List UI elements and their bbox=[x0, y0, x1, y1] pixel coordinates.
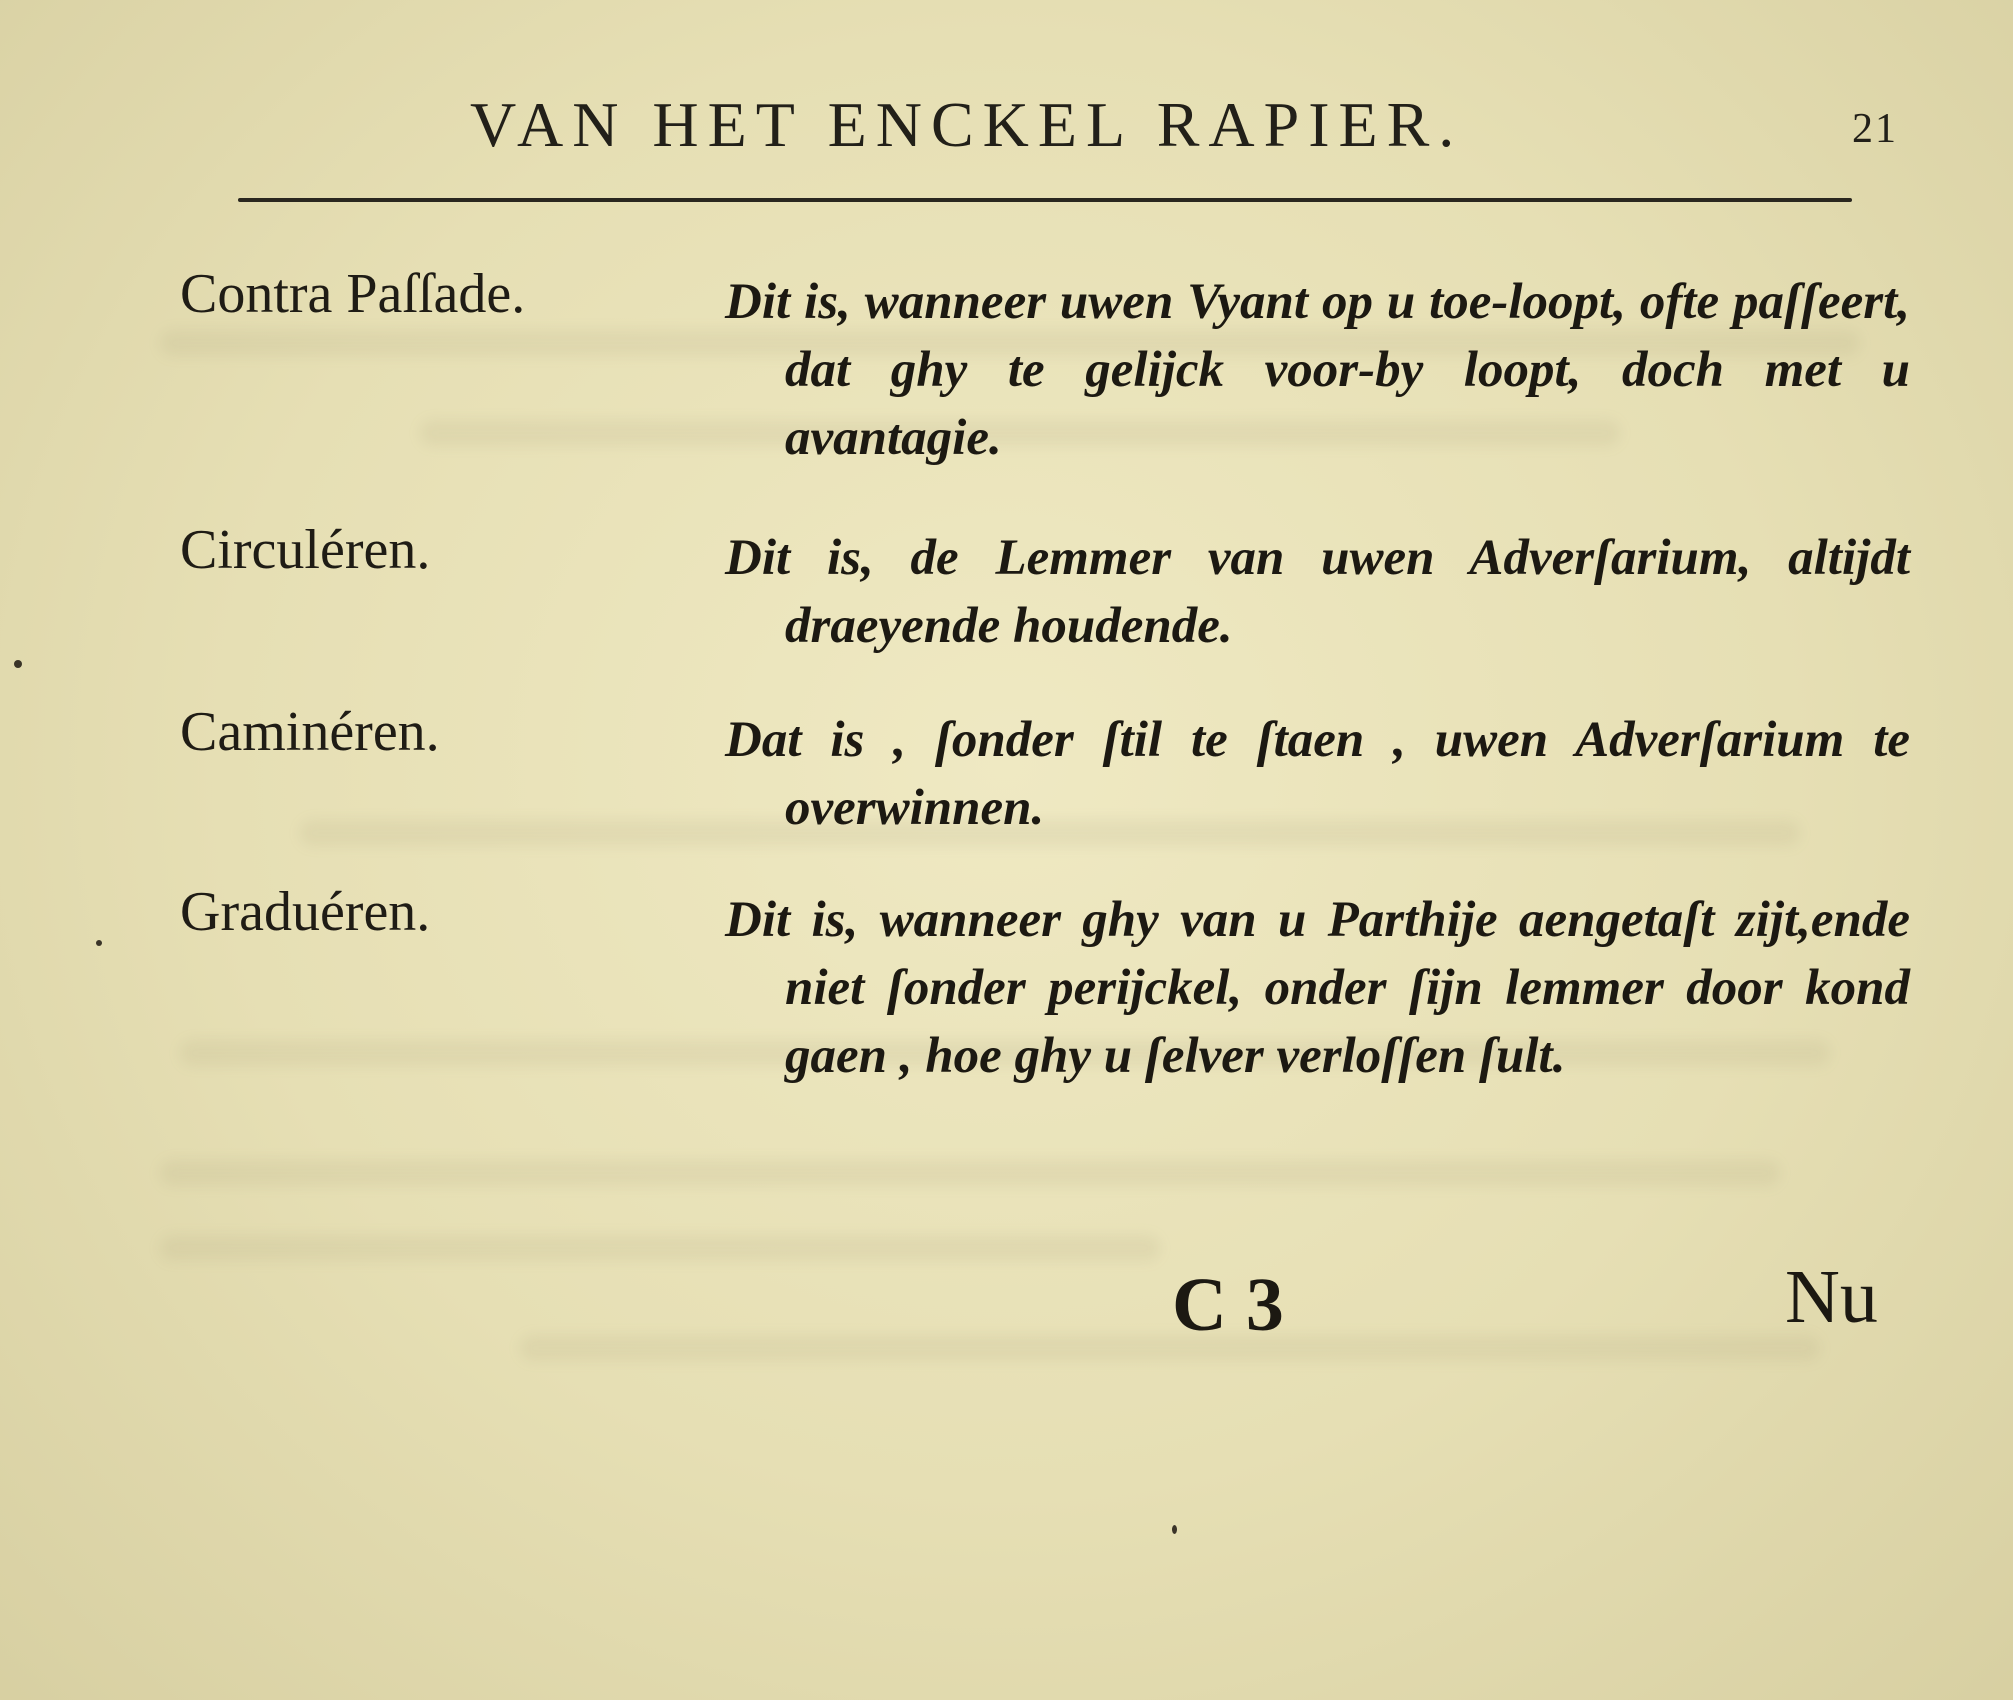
entry-term: Graduéren. bbox=[180, 881, 431, 943]
bleed-through-line bbox=[160, 1235, 1160, 1261]
signature-mark: C 3 bbox=[1172, 1263, 1284, 1347]
bleed-through-line bbox=[160, 1160, 1780, 1186]
page-number: 21 bbox=[1852, 106, 1898, 152]
entry-definition: Dit is, de Lemmer van uwen Adverſarium, altijdt draeyende houdende. bbox=[725, 530, 1910, 654]
entry-definition: Dit is, wanneer ghy van u Parthije aengetaſt zijt,ende niet ſonder perijckel, onder ſijn lemmer door kond gaen , hoe ghy u ſelver verloſſen ſult. bbox=[725, 892, 1910, 1084]
entry-term: Caminéren. bbox=[180, 701, 440, 763]
paper-speck bbox=[96, 940, 102, 946]
entry-term: Contra Paſſade. bbox=[180, 263, 526, 325]
catchword: Nu bbox=[1785, 1255, 1878, 1339]
entry-definition: Dit is, wanneer uwen Vyant op u toe-loopt, ofte paſſeert, dat ghy te gelijck voor-by loopt, doch met u avantagie. bbox=[725, 274, 1910, 466]
entry-definition: Dat is , ſonder ſtil te ſtaen , uwen Adverſarium te overwinnen. bbox=[725, 712, 1910, 836]
bleed-through-line bbox=[520, 1335, 1820, 1361]
paper-speck bbox=[1172, 1525, 1177, 1534]
entry-term: Circuléren. bbox=[180, 519, 431, 581]
running-head: VAN HET ENCKEL RAPIER. bbox=[470, 89, 1464, 160]
paper-speck bbox=[14, 660, 22, 668]
header-rule bbox=[238, 198, 1852, 202]
